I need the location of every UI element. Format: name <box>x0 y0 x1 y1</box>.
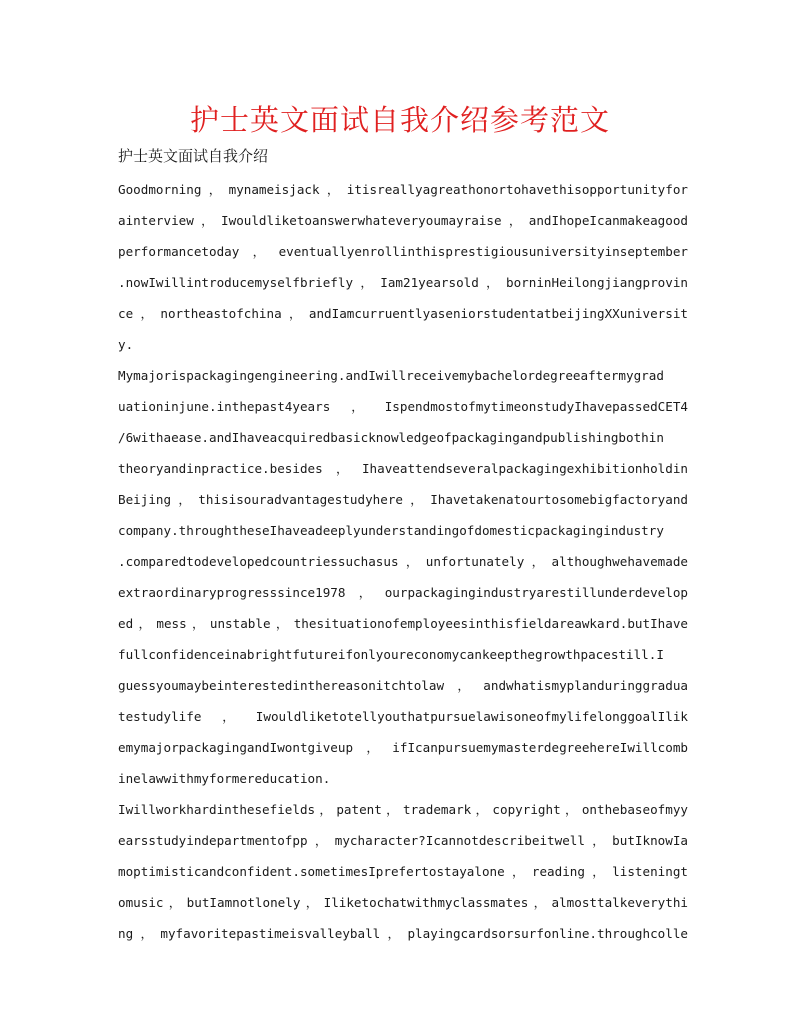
body-line: Goodmorning，mynameisjack，itisreallyagreathonortohavethisopportunityfor <box>118 182 688 197</box>
body-line: ainterview，Iwouldliketoanswerwhateveryoumayraise，andIhopeIcanmakeagood <box>118 213 688 228</box>
body-line: ce，northeastofchina，andIamcurruentlyaseniorstudentatbeijingXXuniversit <box>118 306 688 321</box>
body-line: Beijing，thisisouradvantagestudyhere，Ihavetakenatourtosomebigfactoryand <box>118 492 688 507</box>
body-line: .comparedtodevelopedcountriessuchasus，unfortunately，althoughwehavemade <box>118 554 688 569</box>
body-line: ed，mess，unstable，thesituationofemployeesinthisfieldareawkard.butIhave <box>118 616 688 631</box>
body-line: fullconfidenceinabrightfutureifonlyoureconomycankeepthegrowthpacestill.I <box>118 647 664 662</box>
body-line: earsstudyindepartmentofpp，mycharacter?Icannotdescribeitwell，butIknowIa <box>118 833 688 848</box>
body-line: guessyoumaybeinterestedinthereasonitchtolaw，andwhatismyplanduringgradua <box>118 678 688 693</box>
body-line: omusic，butIamnotlonely，Iliketochatwithmyclassmates，almosttalkeverythi <box>118 895 688 910</box>
document-body <box>118 174 688 949</box>
body-line: y. <box>118 337 134 352</box>
body-line: uationinjune.inthepast4years，IspendmostofmytimeonstudyIhavepassedCET4 <box>118 399 688 414</box>
document-subtitle: 护士英文面试自我介绍 <box>118 147 269 165</box>
body-line: theoryandinpractice.besides，Ihaveattendseveralpackagingexhibitionholdin <box>118 461 688 476</box>
body-line: inelawwithmyformereducation. <box>118 771 331 786</box>
body-line: emymajorpackagingandIwontgiveup，ifIcanpursuemymasterdegreehereIwillcomb <box>118 740 688 755</box>
document-title: 护士英文面试自我介绍参考范文 <box>189 103 610 137</box>
body-line: ng，myfavoritepastimeisvalleyball，playingcardsorsurfonline.throughcolle <box>118 926 688 941</box>
body-line: /6withaease.andIhaveacquiredbasicknowledgeofpackagingandpublishingbothin <box>118 430 664 445</box>
body-line: .nowIwillintroducemyselfbriefly，Iam21yearsold，borninHeilongjiangprovin <box>118 275 688 290</box>
body-line: company.throughtheseIhaveadeeplyunderstandingofdomesticpackagingindustry <box>118 523 664 538</box>
body-line: performancetoday，eventuallyenrollinthisprestigiousuniversityinseptember <box>118 244 688 259</box>
body-line: moptimisticandconfident.sometimesIprefertostayalone，reading，listeningt <box>118 864 688 879</box>
body-line: Mymajorispackagingengineering.andIwillreceivemybachelordegreeaftermygrad <box>118 368 664 383</box>
body-line: Iwillworkhardinthesefields，patent，trademark，copyright，onthebaseofmyy <box>118 802 688 817</box>
body-line: extraordinaryprogresssince1978，ourpackagingindustryarestillunderdevelop <box>118 585 688 600</box>
body-line: testudylife，IwouldliketotellyouthatpursuelawisoneofmylifelonggoalIlik <box>118 709 688 724</box>
